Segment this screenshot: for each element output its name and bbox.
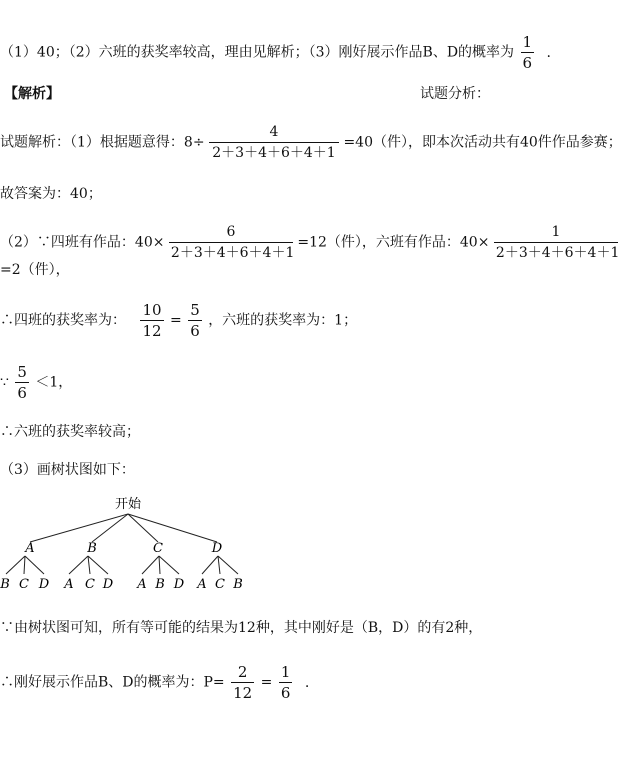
answer-fraction-denominator: 6 — [522, 54, 533, 72]
step4-prefix: ∵ — [0, 374, 9, 391]
tree-level2-node: C — [19, 577, 29, 592]
analysis-label: 【解析】 — [4, 86, 60, 102]
step2-fraction2-denominator: 2＋3＋4＋6＋4＋1 — [494, 242, 618, 261]
step2-fraction1-denominator: 2＋3＋4＋6＋4＋1 — [169, 242, 293, 261]
tree-level2-node: C — [85, 577, 95, 592]
tree-level2-node: D — [102, 577, 114, 592]
tree-level2-node: D — [173, 577, 185, 592]
step3-fraction2-numerator: 5 — [190, 301, 200, 319]
step8-fraction1-numerator: 2 — [237, 663, 248, 681]
step3-fraction2 — [188, 302, 202, 339]
step2-fraction1-numerator: 6 — [226, 224, 236, 240]
tree-level2-node: A — [197, 577, 207, 592]
step5-line: ∴六班的获奖率较高； — [0, 424, 140, 440]
step3-fraction1-denominator: 12 — [142, 322, 162, 340]
step1b-line: 故答案为：40； — [0, 186, 102, 202]
step3-suffix: ，六班的获奖率为：1； — [208, 312, 358, 329]
tree-level2-node: A — [137, 577, 147, 592]
step2-fraction2-numerator: 1 — [551, 224, 561, 240]
answer-text: （1）40；（2）六班的获奖率较高，理由见解析；（3）刚好展示作品B、D的概率为 — [0, 44, 515, 61]
step8-line — [0, 664, 309, 701]
tree-level1-node: D — [211, 541, 223, 556]
step7-line: ∵由树状图可知，所有等可能的结果为12种，其中刚好是（B，D）的有2种， — [0, 620, 483, 636]
tree-level1-node: C — [153, 541, 163, 556]
tree-level2-node: A — [64, 577, 74, 592]
step2-continuation: =2（件）， — [0, 262, 70, 278]
step4-line — [0, 364, 72, 401]
tree-level2-node: B — [233, 577, 243, 592]
step8-end: . — [304, 674, 310, 691]
tree-level1-node: B — [87, 541, 97, 556]
step1-suffix: =40（件），即本次活动共有40件作品参赛； — [343, 134, 622, 151]
tree-level2-node: B — [0, 577, 10, 592]
step1-fraction-denominator: 2＋3＋4＋6＋4＋1 — [209, 142, 339, 161]
step1-line — [0, 124, 622, 161]
tree-level1-node: A — [25, 541, 35, 556]
step3-fraction1-numerator: 10 — [142, 301, 162, 319]
step8-fraction2 — [279, 664, 293, 701]
step3-fraction2-denominator: 6 — [190, 322, 200, 340]
step1-prefix: 试题解析：（1）根据题意得：8÷ — [0, 134, 205, 151]
step8-prefix: ∴刚好展示作品B、D的概率为：P= — [0, 674, 225, 691]
step4-fraction-numerator: 5 — [17, 363, 27, 381]
tree-level2-node: D — [38, 577, 50, 592]
tree-diagram — [0, 490, 250, 605]
step8-fraction1 — [231, 664, 254, 701]
step2-mid: =12（件），六班有作品：40× — [297, 234, 490, 251]
step6-line: （3）画树状图如下： — [0, 462, 135, 478]
step4-fraction — [15, 364, 29, 401]
step3-fraction1 — [140, 302, 163, 339]
step3-line — [0, 302, 357, 339]
step8-fraction2-numerator: 1 — [280, 663, 291, 681]
answer-line — [0, 34, 551, 71]
step1-fraction-numerator: 4 — [269, 124, 279, 140]
step4-suffix: ＜1， — [35, 374, 73, 391]
answer-fraction-numerator: 1 — [522, 33, 533, 51]
step3-equals: = — [170, 312, 182, 329]
step8-equals: = — [260, 674, 273, 691]
step2-fraction1 — [170, 224, 295, 261]
step2-prefix: （2）∵四班有作品：40× — [0, 234, 165, 251]
step1-fraction — [211, 124, 337, 161]
step4-fraction-denominator: 6 — [17, 384, 27, 402]
step8-fraction1-denominator: 12 — [233, 684, 253, 702]
step2-line — [0, 224, 618, 261]
step8-fraction2-denominator: 6 — [280, 684, 291, 702]
answer-fraction — [521, 34, 535, 71]
step2-fraction2 — [495, 224, 620, 261]
answer-end: . — [546, 44, 551, 61]
analysis-right-label: 试题分析： — [420, 86, 490, 102]
tree-root: 开始 — [114, 497, 142, 512]
tree-level2-node: C — [215, 577, 225, 592]
tree-level2-node: B — [155, 577, 165, 592]
step3-prefix: ∴四班的获奖率为： — [0, 312, 126, 329]
